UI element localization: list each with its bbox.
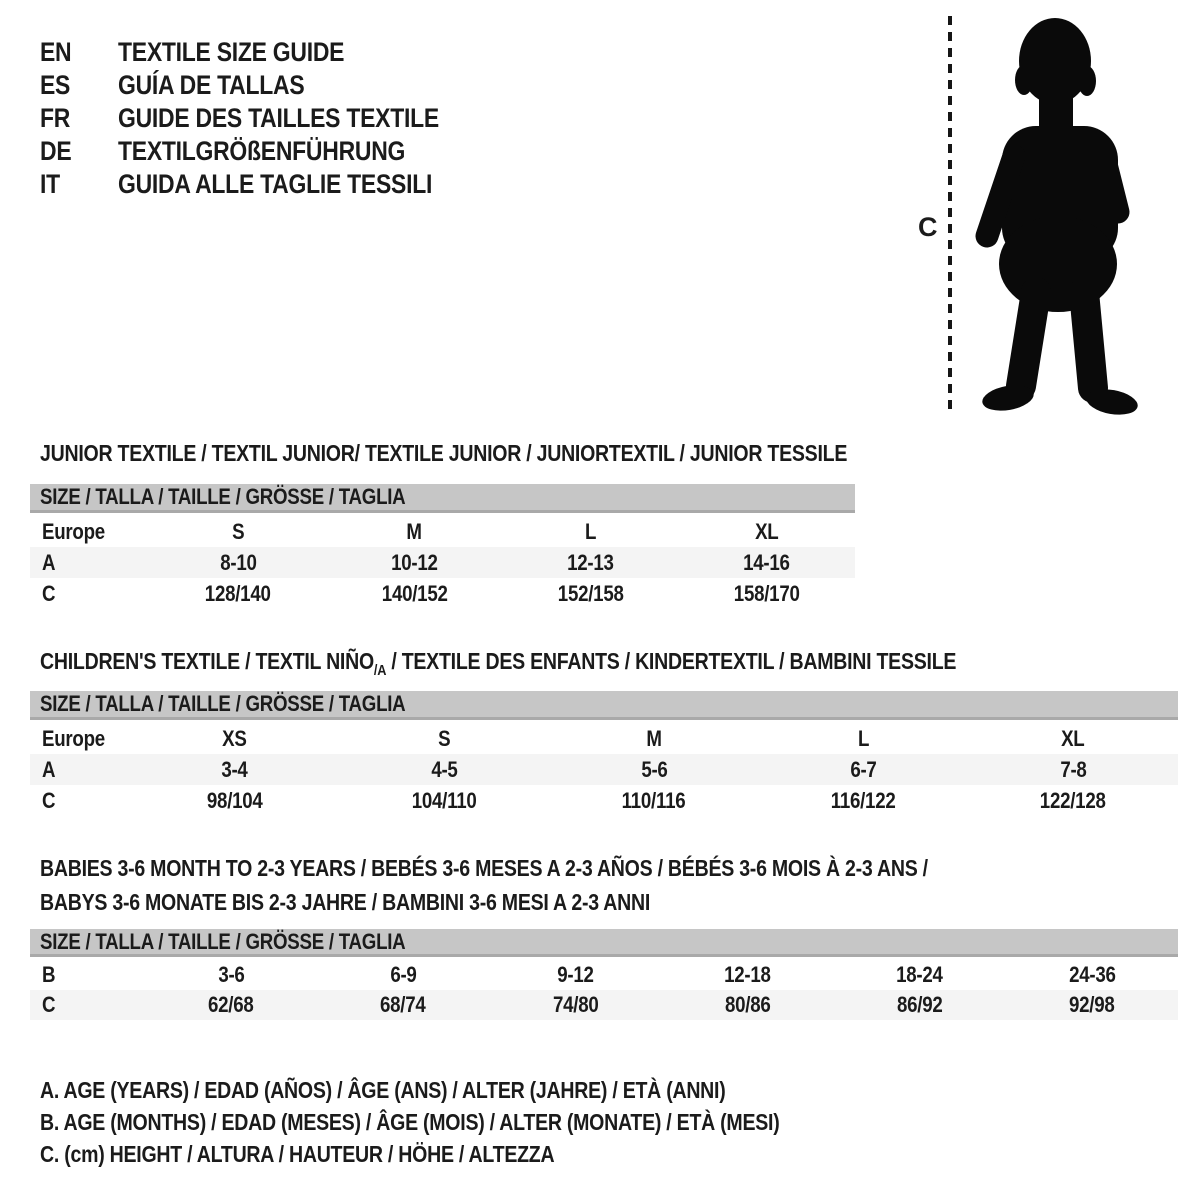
size-cell: XL xyxy=(1061,725,1085,751)
height-measure-dashed-line xyxy=(948,16,952,414)
height-measure-label: C xyxy=(918,212,938,242)
size-cell: L xyxy=(585,518,597,544)
size-table-children xyxy=(30,723,1178,816)
legend-line-b: B. AGE (MONTHS) / EDAD (MESES) / ÂGE (MOIS) / ALTER (MONATE) / ETÀ (MESI) xyxy=(40,1109,780,1135)
language-code: EN xyxy=(40,37,72,67)
size-cell: S xyxy=(232,518,245,544)
language-row xyxy=(40,69,496,102)
table-row xyxy=(30,516,855,547)
legend-line-a: A. AGE (YEARS) / EDAD (AÑOS) / ÂGE (ANS) / ALTER (JAHRE) / ETÀ (ANNI) xyxy=(40,1077,726,1103)
height-cell: 104/110 xyxy=(411,787,477,813)
language-row xyxy=(40,36,496,69)
row-label-cell: C xyxy=(42,580,56,606)
height-cell: 110/116 xyxy=(622,787,686,813)
row-label-cell: Europe xyxy=(42,725,105,751)
size-cell: M xyxy=(406,518,423,544)
legend-line-c: C. (cm) HEIGHT / ALTURA / HAUTEUR / HÖHE / ALTEZZA xyxy=(40,1141,555,1167)
section-title-children: CHILDREN'S TEXTILE / TEXTIL $NIÑO_{/A}$ / TEXTILE DES ENFANTS / KINDERTEXTIL / BAMBINI TESSILE xyxy=(40,648,957,679)
table-row xyxy=(30,723,1178,754)
guide-title: TEXTILGRÖßENFÜHRUNG xyxy=(118,136,406,166)
height-cell: 74/80 xyxy=(489,990,661,1020)
toddler-silhouette-icon xyxy=(960,14,1150,420)
age-cell: 4-5 xyxy=(340,754,550,785)
table-row xyxy=(30,960,1178,990)
guide-title: TEXTILE SIZE GUIDE xyxy=(118,37,345,67)
language-code: ES xyxy=(40,70,71,100)
size-header-bar: SIZE / TALLA / TAILLE / GRÖSSE / TAGLIA xyxy=(30,484,855,513)
language-row xyxy=(40,135,496,168)
size-cell: M xyxy=(646,725,662,751)
age-cell: 6-9 xyxy=(390,962,417,987)
height-cell: 92/98 xyxy=(1006,990,1178,1020)
age-cell: 18-24 xyxy=(896,962,943,987)
row-label-cell: A xyxy=(30,547,150,578)
size-header-bar: SIZE / TALLA / TAILLE / GRÖSSE / TAGLIA xyxy=(30,929,1178,957)
height-cell: 68/74 xyxy=(317,990,489,1020)
section-title-babies: BABIES 3-6 MONTH TO 2-3 YEARS / BEBÉS 3-6 MESES A 2-3 AÑOS / BÉBÉS 3-6 MOIS À 2-3 ANS / BABYS 3-6 MONATE BIS 2-3 JAHRE / BAMBINI 3-6 MESI A 2-3 ANNI xyxy=(40,855,928,915)
legend-block xyxy=(40,1074,910,1170)
age-cell: 3-6 xyxy=(217,962,245,987)
table-row xyxy=(30,785,1178,816)
size-header-bar: SIZE / TALLA / TAILLE / GRÖSSE / TAGLIA xyxy=(30,691,1178,720)
row-label-cell: Europe xyxy=(42,518,105,544)
height-cell: 116/122 xyxy=(831,787,896,813)
table-row xyxy=(30,754,1178,785)
guide-title: GUIDE DES TAILLES TEXTILE xyxy=(118,103,439,133)
table-row xyxy=(30,990,1178,1020)
row-label-cell: C xyxy=(42,787,56,813)
height-cell: 122/128 xyxy=(1040,787,1107,813)
height-cell: 128/140 xyxy=(205,580,272,606)
size-cell: XS xyxy=(222,725,248,751)
language-row xyxy=(40,102,496,135)
height-cell: 86/92 xyxy=(834,990,1006,1020)
height-cell: 80/86 xyxy=(661,990,833,1020)
language-row xyxy=(40,168,496,201)
age-cell: 24-36 xyxy=(1068,962,1116,987)
height-cell: 158/170 xyxy=(733,580,800,606)
age-cell: 10-12 xyxy=(326,547,502,578)
section-title-junior: JUNIOR TEXTILE / TEXTIL JUNIOR/ TEXTILE JUNIOR / JUNIORTEXTIL / JUNIOR TESSILE xyxy=(40,440,848,466)
age-cell: 14-16 xyxy=(679,547,855,578)
age-cell: 5-6 xyxy=(549,754,759,785)
height-cell: 98/104 xyxy=(206,787,263,813)
table-row xyxy=(30,547,855,578)
age-cell: 9-12 xyxy=(557,962,594,987)
language-code: IT xyxy=(40,169,60,199)
size-cell: L xyxy=(857,725,870,751)
size-table-babies xyxy=(30,960,1178,1020)
size-cell: S xyxy=(438,725,451,751)
guide-title: GUÍA DE TALLAS xyxy=(118,70,305,100)
height-cell: 140/152 xyxy=(381,580,448,606)
age-cell: 3-4 xyxy=(130,754,340,785)
age-cell: 6-7 xyxy=(759,754,969,785)
row-label-cell: B xyxy=(42,962,56,987)
size-cell: XL xyxy=(755,518,779,544)
height-cell: 152/158 xyxy=(557,580,624,606)
height-cell: 62/68 xyxy=(145,990,317,1020)
age-cell: 8-10 xyxy=(150,547,326,578)
language-code: FR xyxy=(40,103,71,133)
table-row xyxy=(30,578,855,609)
language-title-block xyxy=(40,36,496,201)
row-label-cell: A xyxy=(30,754,130,785)
age-cell: 12-18 xyxy=(724,962,771,987)
age-cell: 7-8 xyxy=(968,754,1178,785)
guide-title: GUIDA ALLE TAGLIE TESSILI xyxy=(118,169,433,199)
size-table-junior xyxy=(30,516,855,609)
age-cell: 12-13 xyxy=(503,547,679,578)
row-label-cell: C xyxy=(30,990,145,1020)
language-code: DE xyxy=(40,136,72,166)
